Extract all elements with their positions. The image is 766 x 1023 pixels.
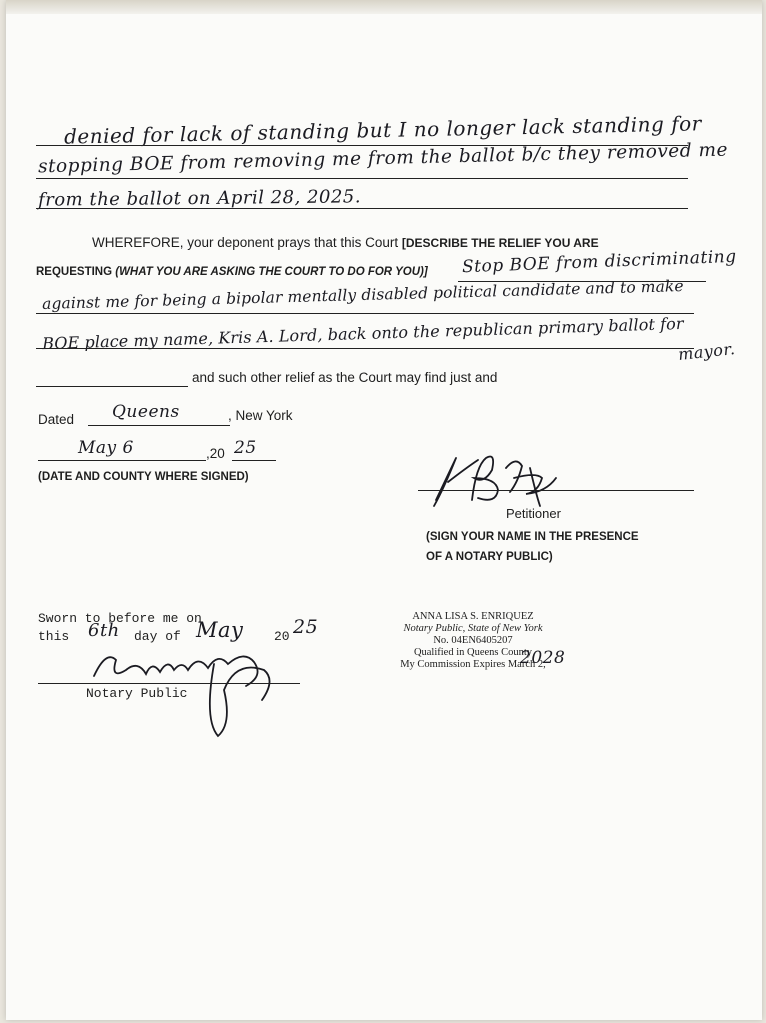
just-blank-line: [36, 386, 188, 387]
sworn-this: this: [38, 629, 70, 644]
county-handwritten: Queens: [112, 402, 180, 422]
date-county-caption: (DATE AND COUNTY WHERE SIGNED): [38, 471, 249, 483]
such-other-relief-text: and such other relief as the Court may find just and: [192, 370, 498, 385]
handwritten-line-3: from the ballot on April 28, 2025.: [37, 186, 362, 211]
year-suffix-handwritten: 25: [234, 438, 257, 458]
notary-stamp-title: Notary Public, State of New York: [403, 623, 543, 634]
dated-label: Dated: [38, 412, 75, 427]
document-page: [6, 0, 762, 1020]
requesting-label: REQUESTING (WHAT YOU ARE ASKING THE COURT TO DO FOR YOU)]: [36, 266, 428, 278]
notary-stamp-expires: My Commission Expires March 2,: [400, 659, 546, 670]
notary-stamp-number: No. 04EN6405207: [433, 635, 513, 646]
sworn-day-handwritten: 6th: [88, 620, 120, 641]
ruled-line-3: [36, 208, 688, 209]
petitioner-signature-line: [418, 490, 694, 491]
sworn-year-handwritten: 25: [293, 616, 319, 638]
relief-line-1: [36, 313, 694, 314]
relief-text-4: mayor.: [677, 339, 737, 364]
relief-text-1: Stop BOE from discriminating: [461, 246, 737, 278]
sworn-line-1: Sworn to before me on: [38, 611, 202, 626]
sworn-month-handwritten: May: [196, 618, 244, 642]
month-day-handwritten: May 6: [78, 438, 134, 458]
handwritten-line-2: stopping BOE from removing me from the ballot b/c they removed me: [37, 139, 729, 178]
notary-signature-line: [38, 683, 300, 684]
notary-stamp-qualified: Qualified in Queens County: [413, 647, 533, 658]
wherefore-text: WHEREFORE, your deponent prays that this Court [DESCRIBE THE RELIEF YOU ARE: [92, 235, 599, 250]
year-line: [232, 460, 276, 461]
sworn-20: 20: [274, 629, 290, 644]
sign-instruction-2: OF A NOTARY PUBLIC): [426, 551, 553, 563]
notary-stamp-name: ANNA LISA S. ENRIQUEZ: [412, 611, 534, 622]
sworn-day-of: day of: [134, 629, 181, 644]
year-prefix: ,20: [206, 446, 225, 461]
new-york-label: , New York: [228, 408, 293, 423]
page-top-edge: [6, 0, 762, 14]
relief-text-2: against me for being a bipolar mentally disabled political candidate and to make: [41, 277, 684, 313]
ruled-line-2: [36, 178, 688, 179]
relief-text-3: BOE place my name, Kris A. Lord, back onto the republican primary ballot for: [41, 313, 684, 354]
handwritten-line-1: denied for lack of standing but I no longer lack standing for: [63, 111, 702, 149]
sign-instruction-1: (SIGN YOUR NAME IN THE PRESENCE: [426, 531, 639, 543]
relief-line-2: [36, 348, 694, 349]
month-day-line: [38, 460, 206, 461]
commission-year-handwritten: 2028: [520, 648, 566, 668]
petitioner-label: Petitioner: [506, 506, 561, 521]
county-line: [88, 425, 230, 426]
notary-public-label: Notary Public: [86, 686, 188, 701]
